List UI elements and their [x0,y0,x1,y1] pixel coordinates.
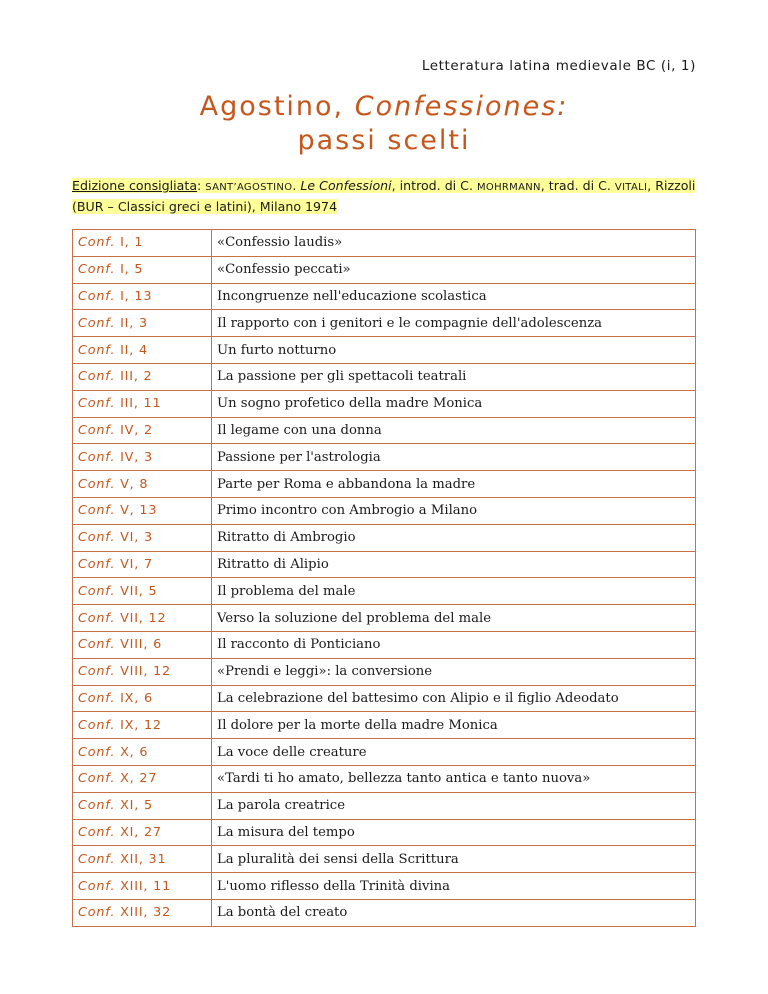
work-abbreviation: Conf. [78,235,116,251]
book-chapter: VIII, 6 [115,637,163,653]
passage-reference [73,337,212,364]
passage-description: La pluralità dei sensi della Scrittura [212,846,696,873]
book-chapter: I, 13 [115,288,153,304]
passages-table-body [73,230,696,927]
work-abbreviation: Conf. [78,530,116,546]
table-row [73,578,696,605]
book-chapter: I, 5 [115,262,144,278]
passage-description: L'uomo riflesso della Trinità divina [212,873,696,900]
work-abbreviation: Conf. [78,583,116,599]
book-chapter: II, 4 [115,342,148,358]
book-chapter: VII, 5 [115,583,158,599]
passage-reference [73,819,212,846]
passage-reference [73,283,212,310]
table-row [73,283,696,310]
work-abbreviation: Conf. [78,369,116,385]
passage-description: Il legame con una donna [212,417,696,444]
work-abbreviation: Conf. [78,905,116,921]
work-abbreviation: Conf. [78,476,116,492]
book-chapter: IV, 2 [115,422,153,438]
table-row [73,524,696,551]
book-chapter: II, 3 [115,315,148,331]
work-abbreviation: Conf. [78,690,116,706]
passage-reference [73,524,212,551]
edition-colon: : [197,178,206,193]
work-abbreviation: Conf. [78,288,116,304]
passages-table [72,229,696,927]
edition-work: Le Confessioni [300,178,392,193]
book-chapter: IX, 12 [115,717,162,733]
passage-reference [73,471,212,498]
work-abbreviation: Conf. [78,422,116,438]
work-abbreviation: Conf. [78,556,116,572]
book-chapter: X, 27 [115,771,158,787]
book-chapter: III, 11 [115,396,162,412]
passage-reference [73,658,212,685]
table-row [73,765,696,792]
passage-description: La voce delle creature [212,739,696,766]
passage-description: Ritratto di Ambrogio [212,524,696,551]
work-abbreviation: Conf. [78,851,116,867]
edition-author: SANT’AGOSTINO [205,182,293,193]
passage-description: Un furto notturno [212,337,696,364]
passage-description: La celebrazione del battesimo con Alipio e il figlio Adeodato [212,685,696,712]
table-row [73,631,696,658]
edition-sep: . [292,178,301,193]
table-row [73,363,696,390]
title-work: Confessiones: [354,91,569,122]
passage-reference [73,230,212,257]
table-row [73,739,696,766]
table-row [73,846,696,873]
passage-description: Il dolore per la morte della madre Monica [212,712,696,739]
passage-description: «Confessio peccati» [212,256,696,283]
table-row [73,873,696,900]
passage-reference [73,310,212,337]
passage-description: «Confessio laudis» [212,230,696,257]
edition-intro-name: MOHRMANN [476,182,541,193]
passage-description: «Tardi ti ho amato, bellezza tanto antica e tanto nuova» [212,765,696,792]
passage-reference [73,739,212,766]
passage-reference [73,873,212,900]
passage-reference [73,712,212,739]
passage-description: Il rapporto con i genitori e le compagnie dell'adolescenza [212,310,696,337]
book-chapter: III, 2 [115,369,153,385]
edition-note [72,176,696,216]
book-chapter: IV, 3 [115,449,153,465]
passage-description: La passione per gli spettacoli teatrali [212,363,696,390]
passage-description: Ritratto di Alipio [212,551,696,578]
work-abbreviation: Conf. [78,717,116,733]
passage-description: Incongruenze nell'educazione scolastica [212,283,696,310]
table-row [73,256,696,283]
edition-trad-name: VITALI [614,182,648,193]
book-chapter: XIII, 32 [115,905,172,921]
passage-description: La parola creatrice [212,792,696,819]
work-abbreviation: Conf. [78,744,116,760]
edition-trad: , trad. di C. [540,178,615,193]
edition-highlight [72,178,695,214]
work-abbreviation: Conf. [78,610,116,626]
table-row [73,444,696,471]
page-header: Letteratura latina medievale BC (i, 1) [421,58,696,74]
passage-reference [73,792,212,819]
title-line-1 [0,90,768,124]
table-row [73,390,696,417]
passage-description: Verso la soluzione del problema del male [212,605,696,632]
work-abbreviation: Conf. [78,664,116,680]
passage-description: La misura del tempo [212,819,696,846]
work-abbreviation: Conf. [78,503,116,519]
passage-description: La bontà del creato [212,899,696,926]
book-chapter: V, 13 [115,503,158,519]
passage-reference [73,605,212,632]
passage-reference [73,846,212,873]
book-chapter: I, 1 [115,235,144,251]
work-abbreviation: Conf. [78,342,116,358]
passage-reference [73,899,212,926]
passage-reference [73,631,212,658]
passage-description: Un sogno profetico della madre Monica [212,390,696,417]
table-row [73,819,696,846]
table-row [73,658,696,685]
book-chapter: IX, 6 [115,690,153,706]
passage-reference [73,417,212,444]
table-row [73,899,696,926]
book-chapter: VIII, 12 [115,664,171,680]
passage-reference [73,685,212,712]
work-abbreviation: Conf. [78,878,116,894]
table-row [73,685,696,712]
passage-description: Passione per l'astrologia [212,444,696,471]
table-row [73,712,696,739]
passage-reference [73,551,212,578]
book-chapter: V, 8 [115,476,149,492]
book-chapter: XIII, 11 [115,878,172,894]
work-abbreviation: Conf. [78,771,116,787]
passage-reference [73,256,212,283]
book-chapter: X, 6 [115,744,149,760]
book-chapter: VII, 12 [115,610,167,626]
table-row [73,497,696,524]
table-row [73,337,696,364]
table-row [73,310,696,337]
passage-description: «Prendi e leggi»: la conversione [212,658,696,685]
passage-reference [73,578,212,605]
book-chapter: XI, 27 [115,824,162,840]
work-abbreviation: Conf. [78,798,116,814]
work-abbreviation: Conf. [78,396,116,412]
title-line-2: passi scelti [297,125,471,156]
edition-publisher: , Rizzoli (BUR – Classici greci e latini), Milano 1974 [72,178,696,214]
edition-intro: , introd. di C. [391,178,477,193]
passage-reference [73,765,212,792]
title-author: Agostino, [199,91,355,122]
book-chapter: XI, 5 [115,798,153,814]
book-chapter: XII, 31 [115,851,167,867]
work-abbreviation: Conf. [78,637,116,653]
table-row [73,605,696,632]
passage-reference [73,363,212,390]
edition-label: Edizione consigliata [72,178,198,193]
work-abbreviation: Conf. [78,824,116,840]
book-chapter: VI, 7 [115,556,153,572]
work-abbreviation: Conf. [78,315,116,331]
work-abbreviation: Conf. [78,262,116,278]
passage-reference [73,390,212,417]
table-row [73,230,696,257]
passage-description: Primo incontro con Ambrogio a Milano [212,497,696,524]
passage-reference [73,444,212,471]
passage-description: Parte per Roma e abbandona la madre [212,471,696,498]
passage-description: Il problema del male [212,578,696,605]
passage-reference [73,497,212,524]
work-abbreviation: Conf. [78,449,116,465]
document-title [0,90,768,158]
book-chapter: VI, 3 [115,530,153,546]
table-row [73,551,696,578]
passage-description: Il racconto di Ponticiano [212,631,696,658]
table-row [73,417,696,444]
table-row [73,471,696,498]
table-row [73,792,696,819]
